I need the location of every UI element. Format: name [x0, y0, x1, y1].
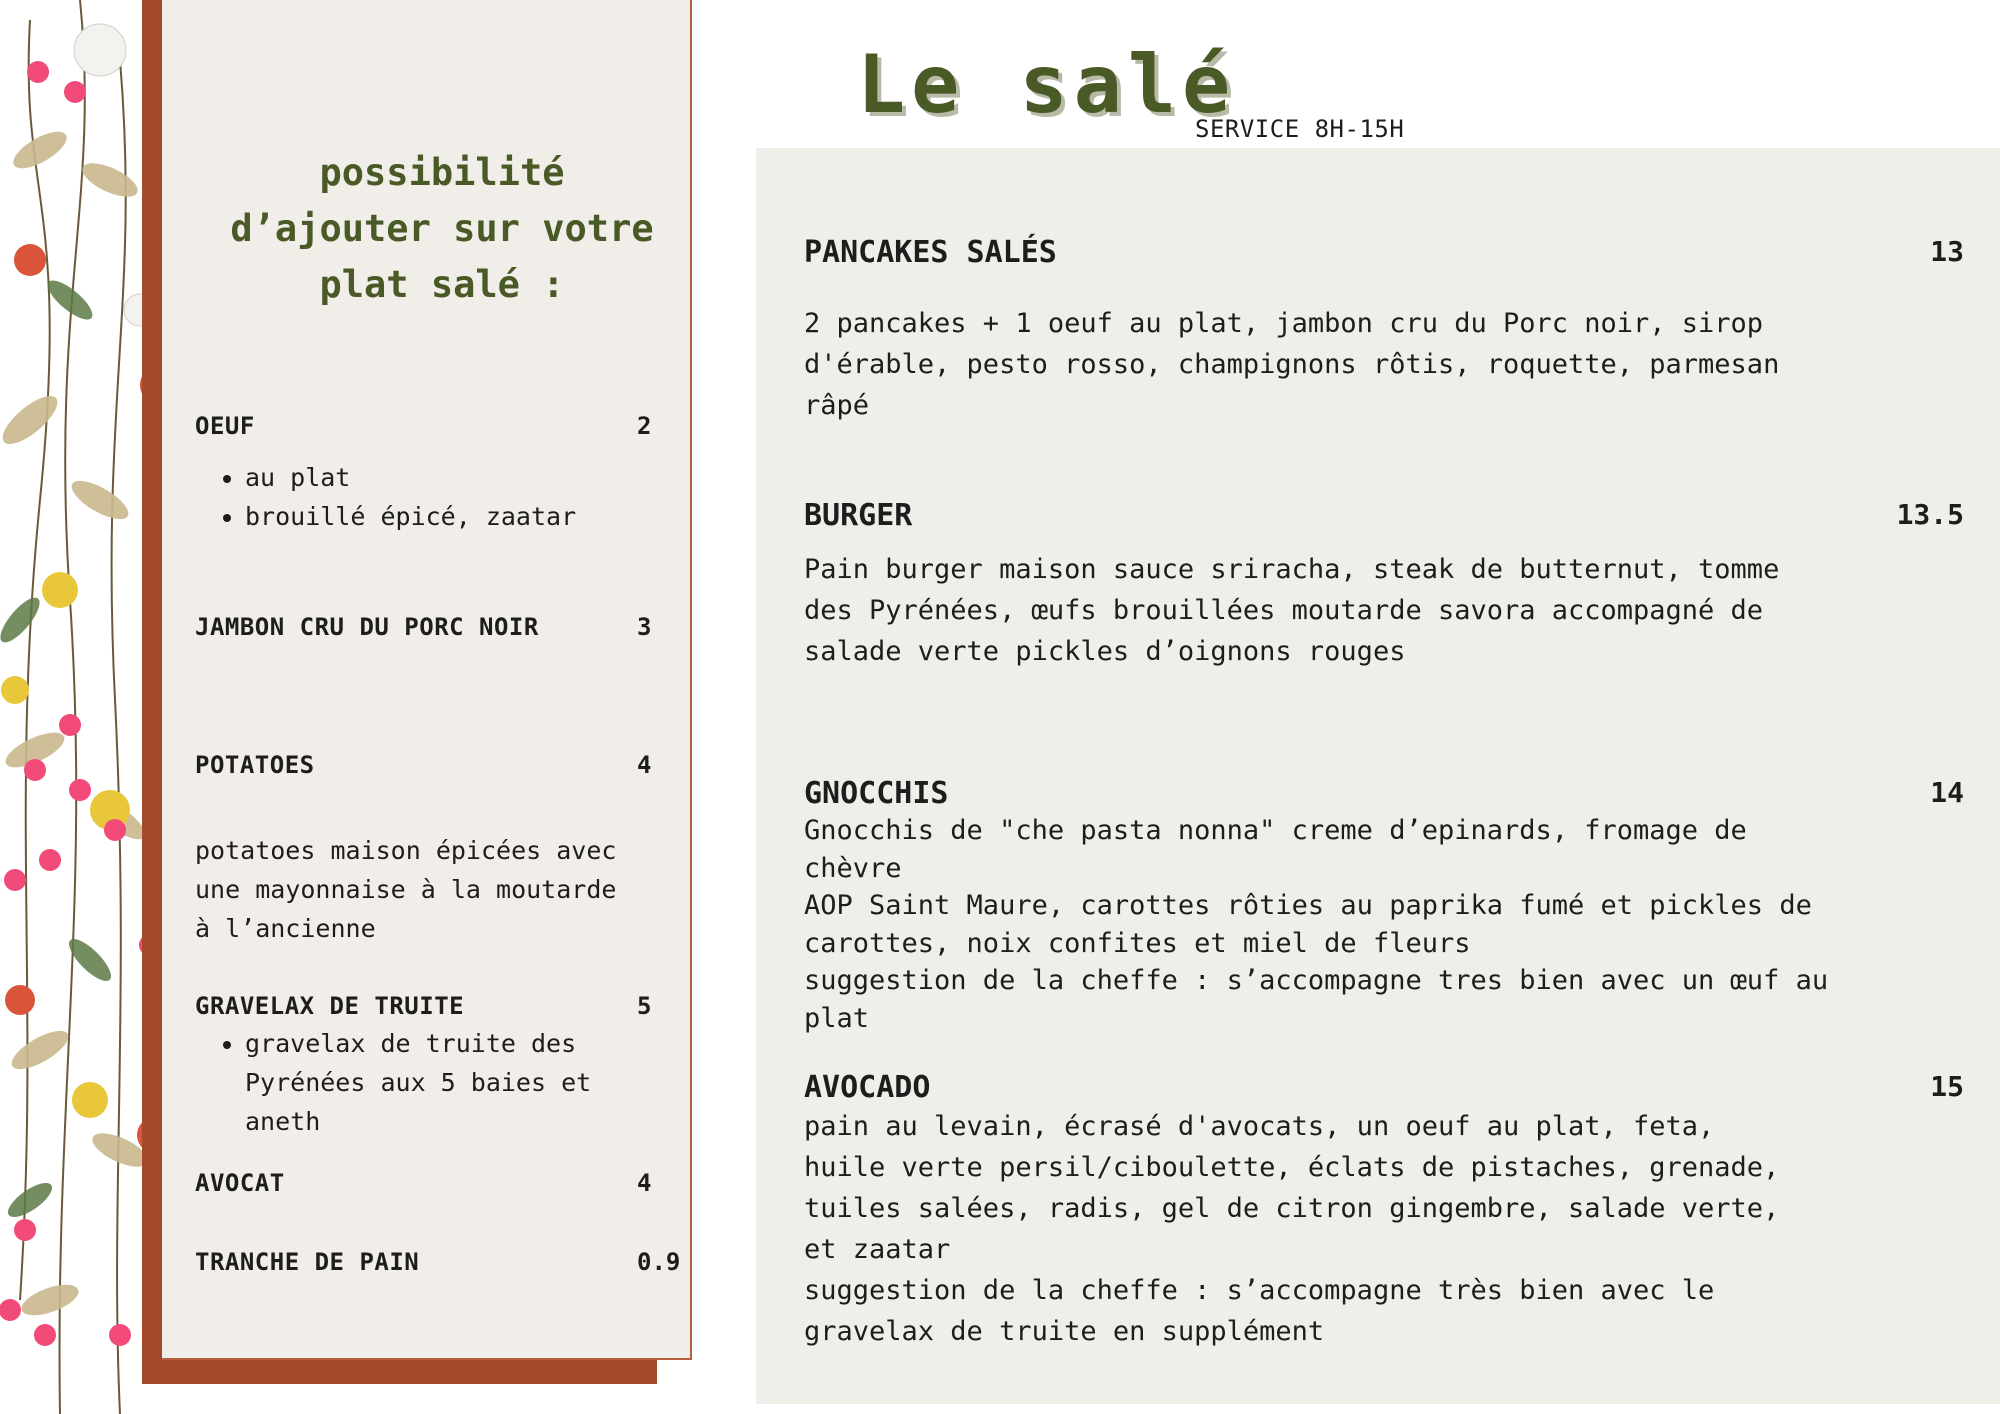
addons-title: possibilité d’ajouter sur votre plat salé :	[230, 151, 654, 306]
addon-option: • au plat	[245, 458, 576, 497]
addon-price: 2	[637, 412, 652, 440]
addon-name: GRAVELAX DE TRUITE	[195, 992, 465, 1020]
page-title: Le salé	[857, 38, 1237, 131]
dish-name: AVOCADO	[804, 1070, 931, 1105]
addon-options	[195, 458, 576, 536]
addon-price: 0.9	[637, 1248, 681, 1276]
addon-option: • gravelax de truite des Pyrénées aux 5 baies et aneth	[245, 1024, 665, 1141]
dish-name: PANCAKES SALÉS	[804, 235, 1057, 270]
addon-price: 3	[637, 613, 652, 641]
menu-panel	[756, 148, 2000, 1404]
addon-name: POTATOES	[195, 751, 315, 779]
service-hours: SERVICE 8H-15H	[1195, 115, 1405, 143]
addon-name: AVOCAT	[195, 1169, 285, 1197]
dish-description: Gnocchis de "che pasta nonna" creme d’epinards, fromage de chèvre AOP Saint Maure, carottes rôties au paprika fumé et pickles de carottes, noix confites et miel de fleurs suggestion de la cheffe : s’accompagne tres bien avec un œuf au plat	[804, 815, 1829, 1034]
addon-option: • brouillé épicé, zaatar	[245, 497, 576, 536]
addon-options	[195, 1024, 665, 1141]
addon-price: 4	[637, 751, 652, 779]
dish-price: 14	[1930, 776, 1964, 809]
addon-name: JAMBON CRU DU PORC NOIR	[195, 613, 539, 641]
addons-card	[162, 0, 692, 1360]
dish-price: 13.5	[1896, 498, 1964, 531]
addon-name: OEUF	[195, 412, 255, 440]
addon-description: potatoes maison épicées avec une mayonnaise à la moutarde à l’ancienne	[195, 836, 617, 943]
dish-price: 13	[1930, 235, 1964, 268]
addon-price: 5	[637, 992, 652, 1020]
addon-price: 4	[637, 1169, 652, 1197]
dish-price: 15	[1930, 1070, 1964, 1103]
dish-description: 2 pancakes + 1 oeuf au plat, jambon cru du Porc noir, sirop d'érable, pesto rosso, champignons rôtis, roquette, parmesan râpé	[804, 308, 1780, 421]
addon-name: TRANCHE DE PAIN	[195, 1248, 420, 1276]
dish-name: BURGER	[804, 498, 913, 533]
dish-name: GNOCCHIS	[804, 776, 949, 811]
dish-description: pain au levain, écrasé d'avocats, un oeuf au plat, feta, huile verte persil/ciboulette, éclats de pistaches, grenade, tuiles salées, radis, gel de citron gingembre, salade verte, et zaatar suggestion de la cheffe : s’accompagne très bien avec le gravelax de truite en supplément	[804, 1111, 1780, 1347]
dish-description: Pain burger maison sauce sriracha, steak de butternut, tomme des Pyrénées, œufs brouillées moutarde savora accompagné de salade verte pickles d’oignons rouges	[804, 554, 1780, 667]
